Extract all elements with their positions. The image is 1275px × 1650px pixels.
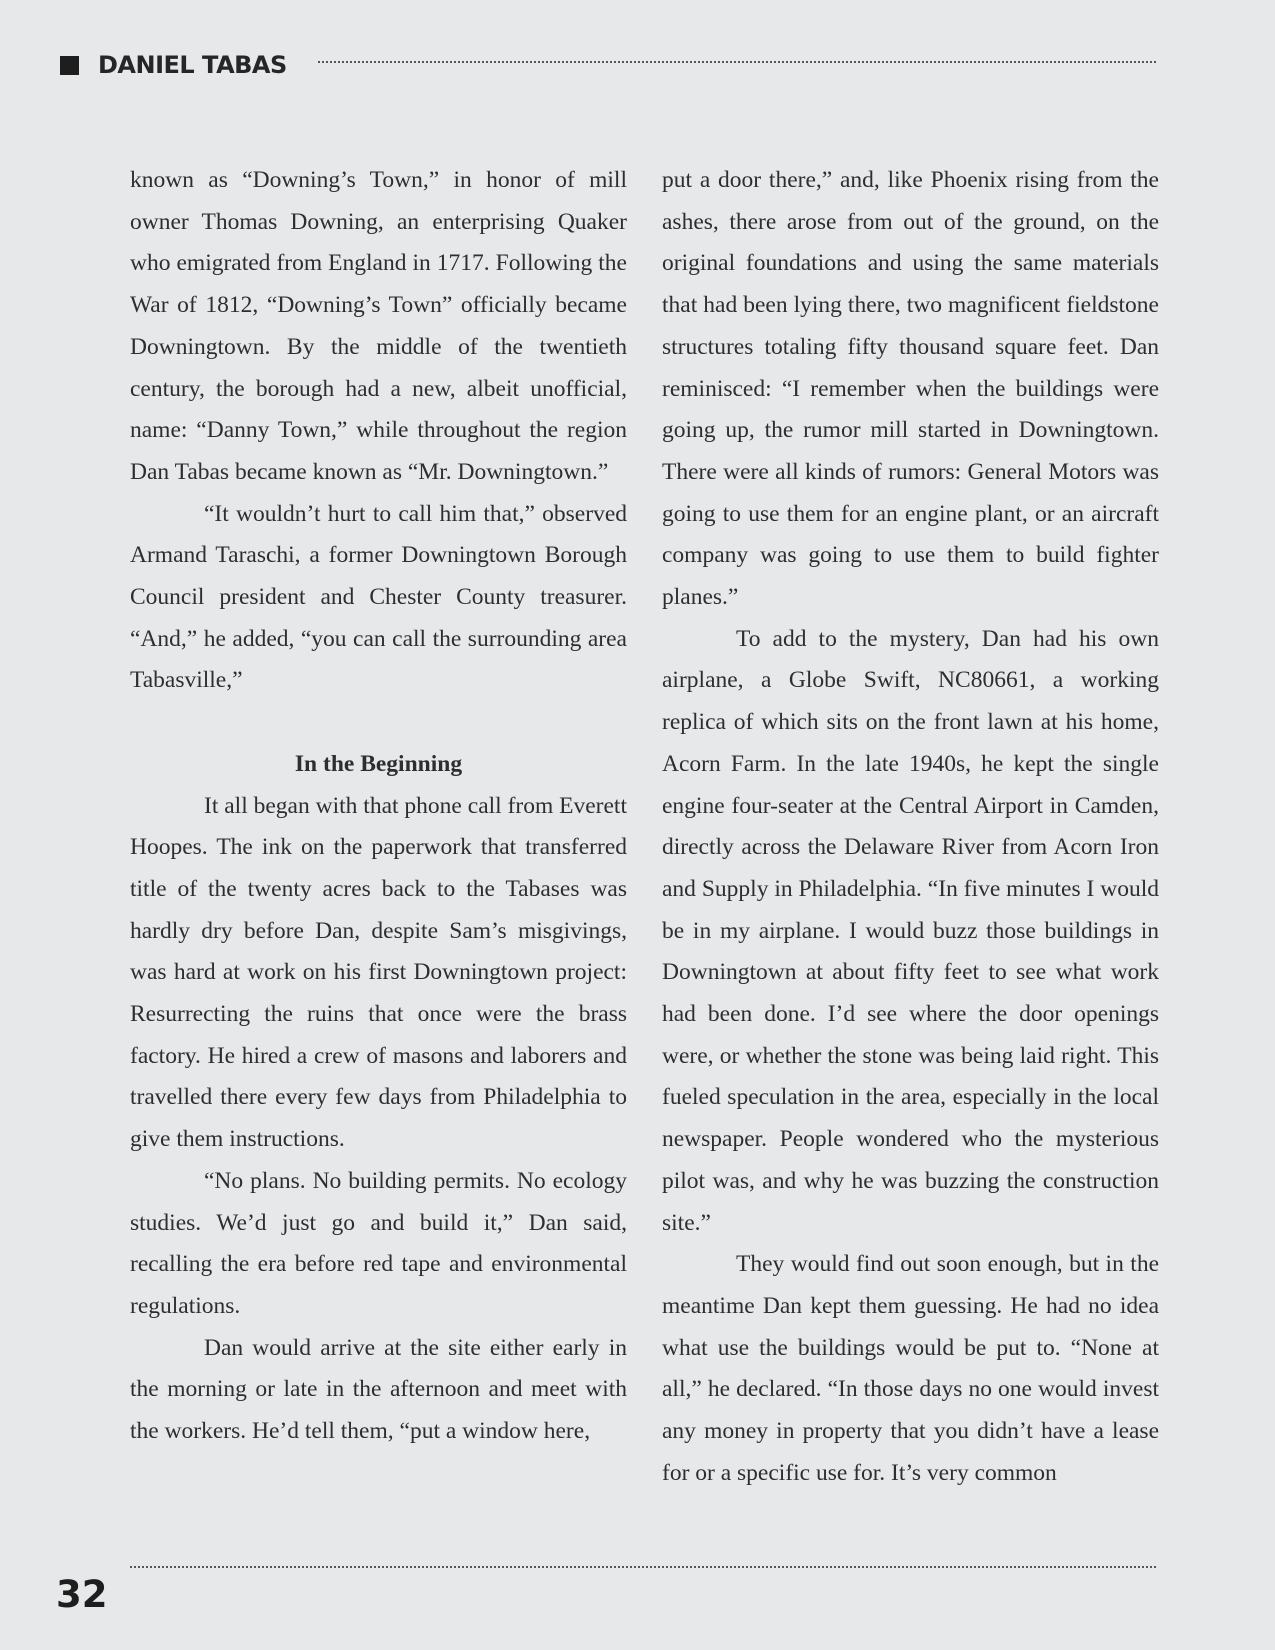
header-title: DANIEL TABAS	[98, 51, 287, 79]
right-column	[662, 160, 1159, 1495]
left-column	[130, 160, 627, 1453]
page-number: 32	[56, 1573, 108, 1616]
left-paragraph-2: “It wouldn’t hurt to call him that,” observed Armand Taraschi, a former Downingtown Borough Council president and Chester County treasurer. “And,” he added, “you can call the surrounding area Tabasville,”	[130, 500, 627, 694]
left-paragraph-5: Dan would arrive at the site either early in the morning or late in the afternoon and meet with the workers. He’d tell them, “put a window here,	[130, 1334, 627, 1445]
header-dotted-rule	[318, 61, 1156, 63]
left-paragraph-1: known as “Downing’s Town,” in honor of mill owner Thomas Downing, an enterprising Quaker who emigrated from England in 1717. Following the War of 1812, “Downing’s Town” officially became Downingtown. By the middle of the twentieth century, the borough had a new, albeit unofficial, name: “Danny Town,” while throughout the region Dan Tabas became known as “Mr. Downingtown.”	[130, 167, 627, 485]
right-paragraph-3: They would find out soon enough, but in the meantime Dan kept them guessing. He had no idea what use the buildings would be put to. “None at all,” he declared. “In those days no one would invest any money in property that you didn’t have a lease for or a specific use for. It’s very common	[662, 1251, 1159, 1486]
footer-dotted-rule	[130, 1566, 1156, 1568]
left-paragraph-4: “No plans. No building permits. No ecology studies. We’d just go and build it,” Dan said, recalling the era before red tape and environmental regulations.	[130, 1167, 627, 1319]
header-square-bullet	[60, 56, 79, 75]
running-header	[60, 46, 1156, 86]
right-paragraph-2: To add to the mystery, Dan had his own airplane, a Globe Swift, NC80661, a working replica of which sits on the front lawn at his home, Acorn Farm. In the late 1940s, he kept the single engine four-seater at the Central Airport in Camden, directly across the Delaware River from Acorn Iron and Supply in Philadelphia. “In five minutes I would be in my airplane. I would buzz those buildings in Downingtown at about fifty feet to see what work had been done. I’d see where the door openings were, or whether the stone was being laid right. This fueled speculation in the area, especially in the local newspaper. People wondered who the mysterious pilot was, and why he was buzzing the construction site.”	[662, 625, 1159, 1236]
left-paragraph-3: It all began with that phone call from Everett Hoopes. The ink on the paperwork that transferred title of the twenty acres back to the Tabases was hardly dry before Dan, despite Sam’s misgivings, was hard at work on his first Downingtown project: Resurrecting the ruins that once were the brass factory. He hired a crew of masons and laborers and travelled there every few days from Philadelphia to give them instructions.	[130, 792, 627, 1153]
right-paragraph-1: put a door there,” and, like Phoenix rising from the ashes, there arose from out of the ground, on the original foundations and using the same materials that had been lying there, two magnificent fieldstone structures totaling fifty thousand square feet. Dan reminisced: “I remember when the buildings were going up, the rumor mill started in Downingtown. There were all kinds of rumors: General Motors was going to use them for an engine plant, or an aircraft company was going to use them to build fighter planes.”	[662, 167, 1159, 611]
section-subheading: In the Beginning	[294, 750, 463, 777]
